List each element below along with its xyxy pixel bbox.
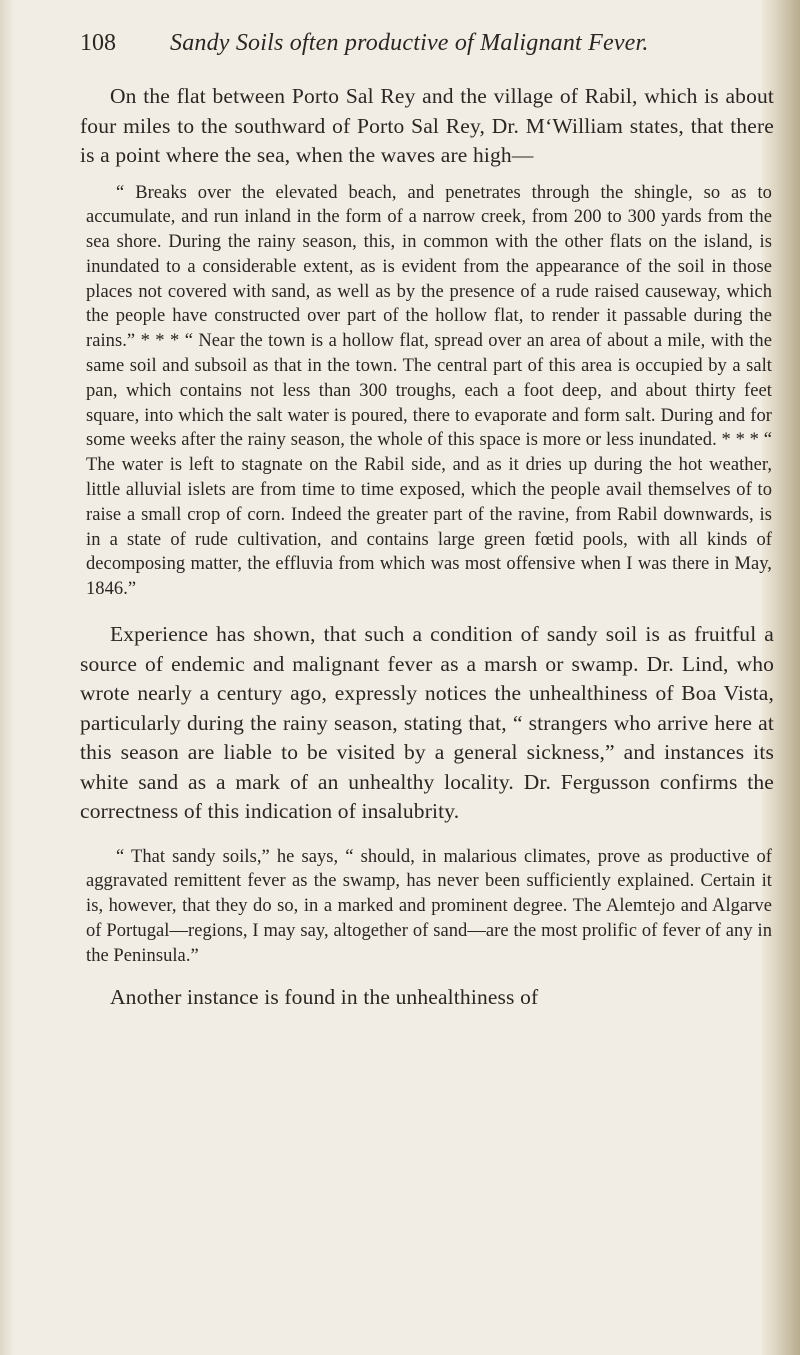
- quote-mcwilliam: “ Breaks over the elevated beach, and penetrates through the shingle, so as to accumulate, and run inland in the form of a narrow creek, from 200 to 300 yards from the sea shore. During the rainy season, this, in common with the other flats on the island, is inundated to a considerable extent, as is evident from the appearance of the soil in those places not covered with sand, as well as by the presence of a rude raised causeway, which the people have constructed over part of the hollow flat, to render it passable during the rains.” * * * “ Near the town is a hollow flat, spread over an area of about a mile, with the same soil and subsoil as that in the town. The central part of this area is occupied by a salt pan, which contains not less than 300 troughs, each a foot deep, and about thirty feet square, into which the salt water is poured, there to evaporate and form salt. During and for some weeks after the rainy season, the whole of this space is more or less inundated. * * * “ The water is left to stagnate on the Rabil side, and as it dries up during the hot weather, little alluvial islets are from time to time exposed, which the people avail themselves of to raise a small crop of corn. Indeed the greater part of the ravine, from Rabil downwards, is in a state of rude cultivation, and contains large green fœtid pools, with all kinds of decomposing matter, the effluvia from which was most offensive when I was there in May, 1846.”: [86, 182, 772, 600]
- page-gutter-shadow: [0, 0, 14, 1355]
- running-title: Sandy Soils often productive of Malignant Fever.: [170, 30, 649, 56]
- book-page: [80, 30, 774, 1012]
- paragraph-intro: On the flat between Porto Sal Rey and the village of Rabil, which is about four miles to the southward of Porto Sal Rey, Dr. M‘William states, that there is a point where the sea, when the waves are high—: [80, 84, 774, 167]
- paragraph-continuation: Another instance is found in the unhealthiness of: [110, 984, 539, 1009]
- paragraph-experience: Experience has shown, that such a condition of sandy soil is as fruitful a source of endemic and malignant fever as a marsh or swamp. Dr. Lind, who wrote nearly a century ago, expressly notices the unhealthiness of Boa Vista, particularly during the rainy season, stating that, “ strangers who arrive here at this season are liable to be visited by a general sickness,” and instances its white sand as a mark of an unhealthy locality. Dr. Fergusson confirms the correctness of this indication of insalubrity.: [80, 622, 774, 824]
- quote-fergusson: “ That sandy soils,” he says, “ should, in malarious climates, prove as productive of aggravated remittent fever as the swamp, has never been sufficiently explained. Certain it is, however, that they do so, in a marked and prominent degree. The Alemtejo and Algarve of Portugal—regions, I may say, altogether of sand—are the most prolific of fever of any in the Peninsula.”: [86, 846, 772, 966]
- page-number: 108: [80, 30, 116, 56]
- page-header: [80, 30, 774, 66]
